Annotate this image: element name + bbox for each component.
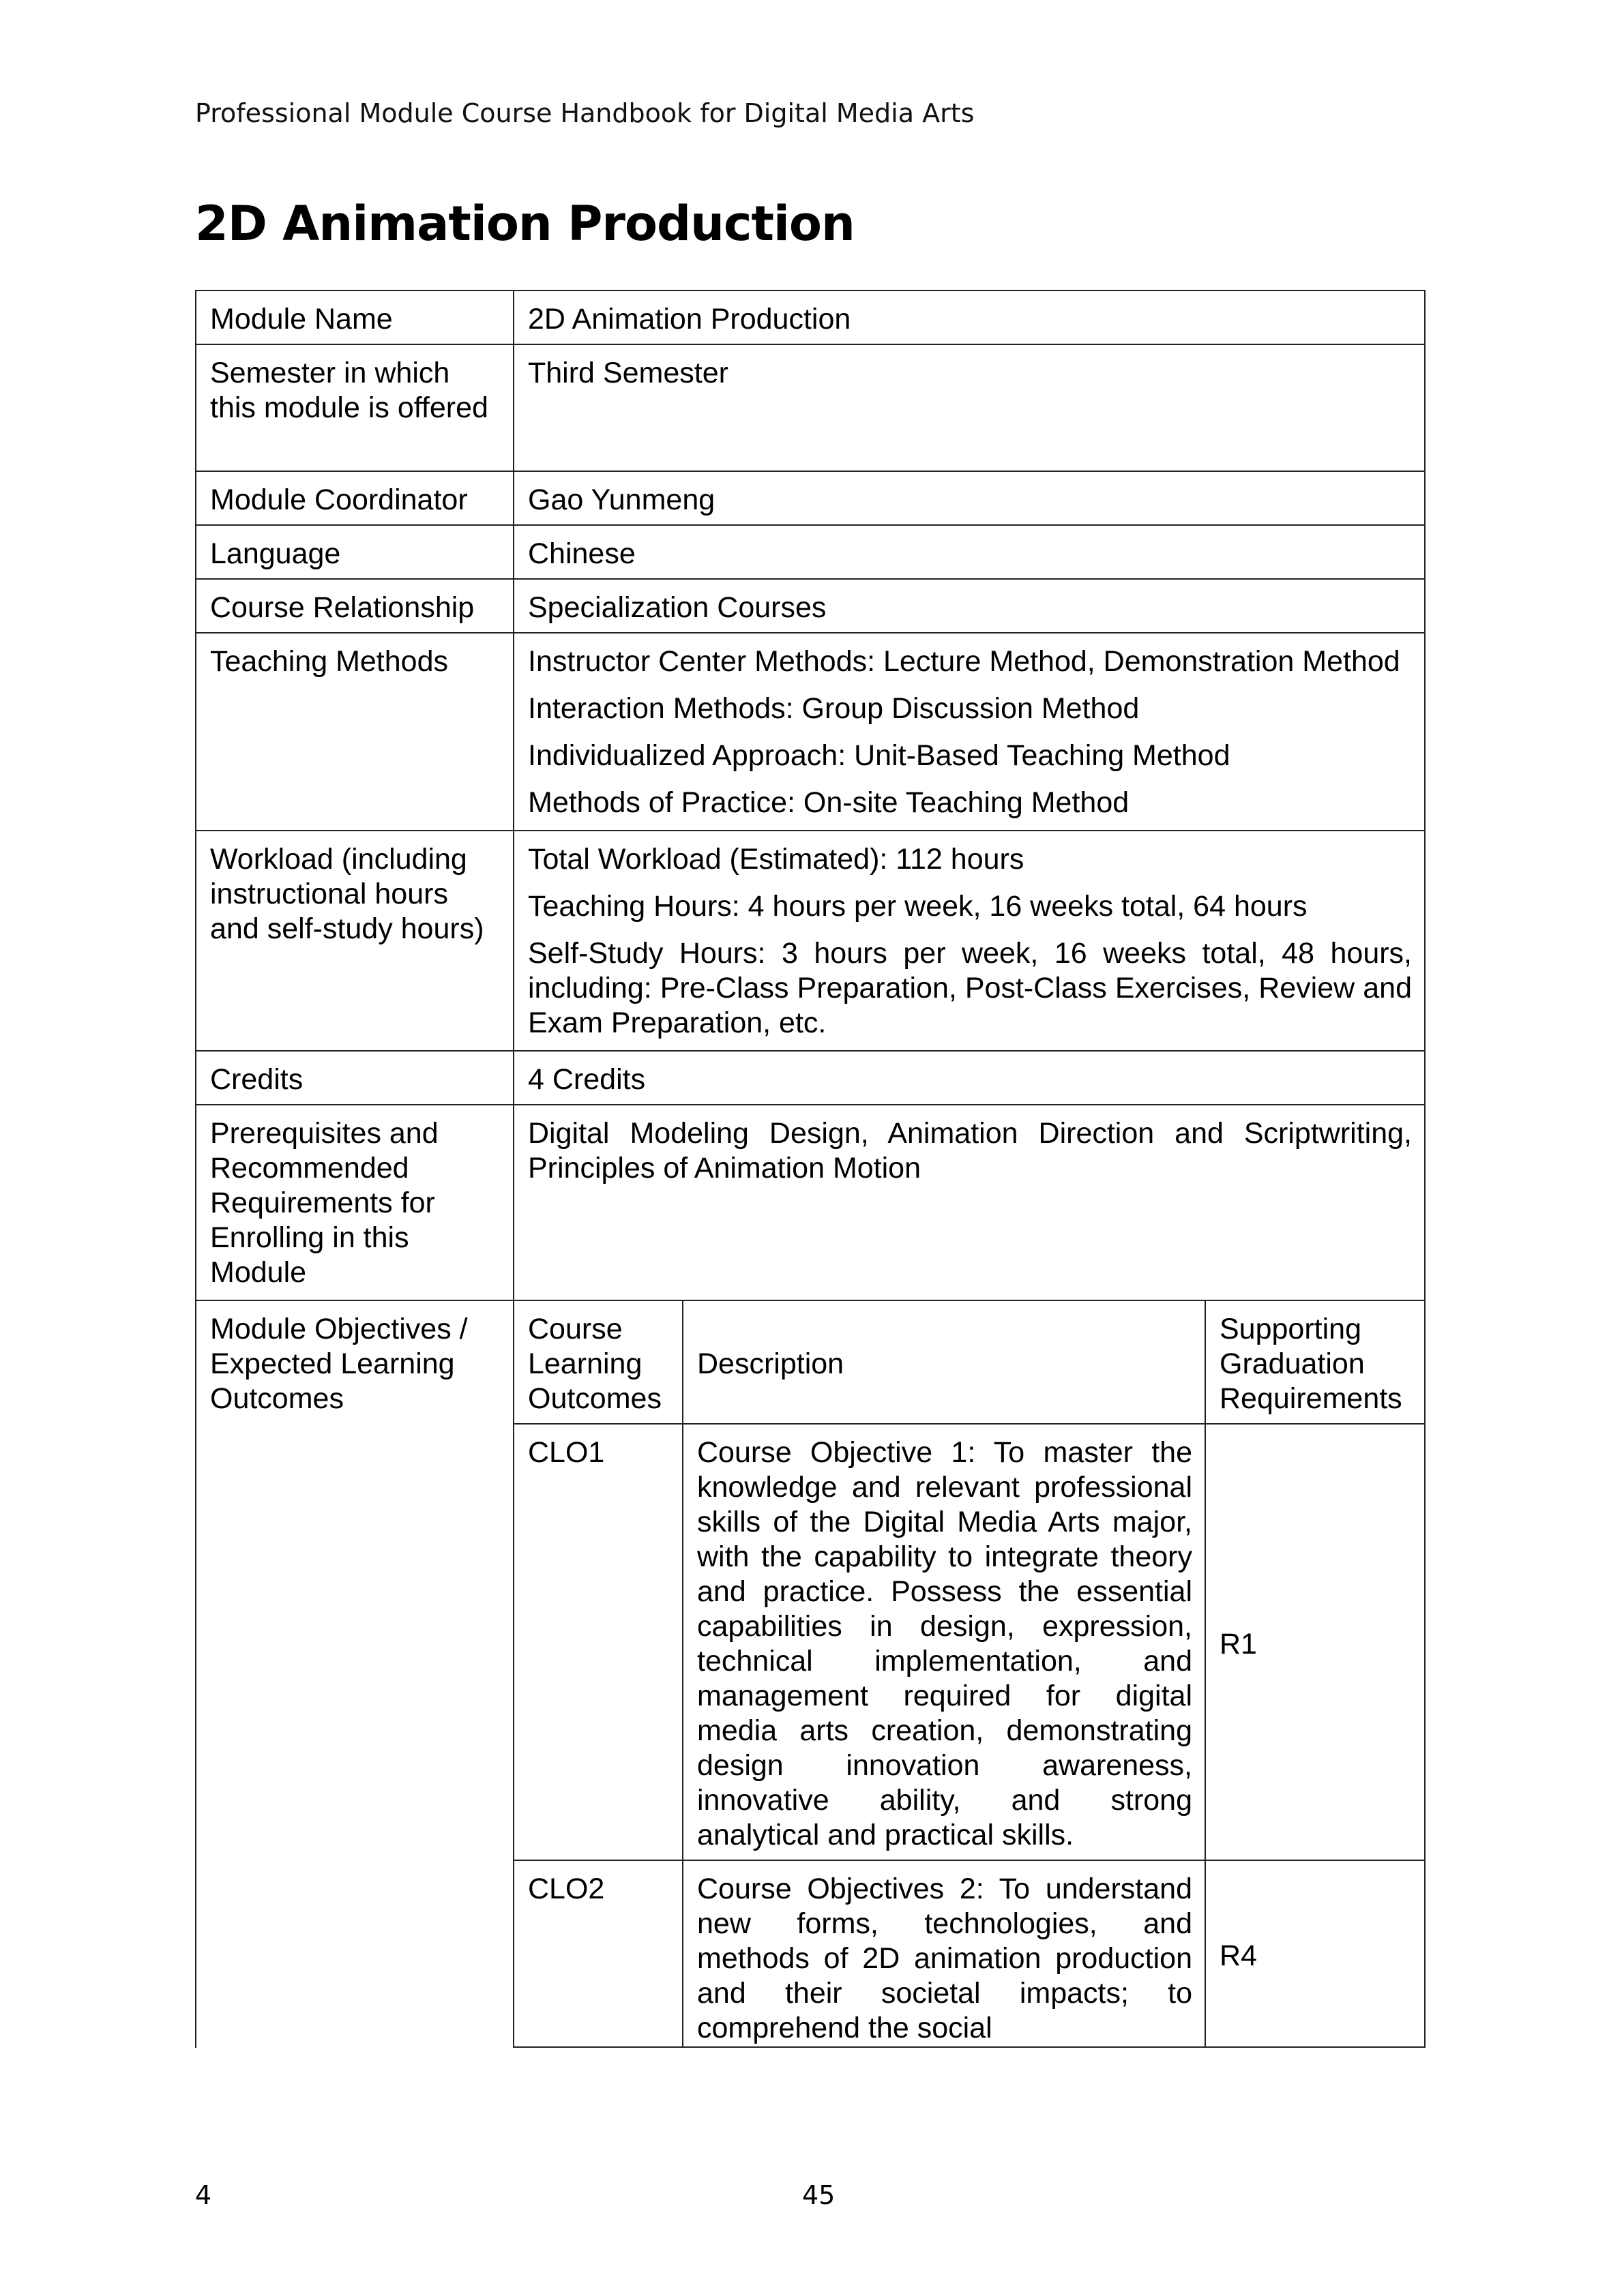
label-prerequisites: Prerequisites and Recommended Requirements for Enrolling in this Module <box>196 1105 514 1300</box>
label-workload: Workload (including instructional hours and self-study hours) <box>196 831 514 1051</box>
label-semester: Semester in which this module is offered <box>196 344 514 471</box>
value-objectives <box>514 1300 1425 2048</box>
outcomes-table <box>514 1301 1424 2048</box>
header-requirements: Supporting Graduation Requirements <box>1205 1301 1424 1424</box>
label-teaching-methods: Teaching Methods <box>196 633 514 831</box>
header-clo: Course Learning Outcomes <box>514 1301 683 1424</box>
row-semester <box>196 344 1425 471</box>
teaching-method-line: Interaction Methods: Group Discussion Method <box>528 692 1140 725</box>
row-teaching-methods <box>196 633 1425 831</box>
header-description: Description <box>683 1301 1205 1424</box>
row-objectives <box>196 1300 1425 2048</box>
row-module-name <box>196 290 1425 344</box>
outcome-row <box>514 1424 1424 1860</box>
value-teaching-methods <box>514 633 1425 831</box>
workload-line: Teaching Hours: 4 hours per week, 16 weeks total, 64 hours <box>528 890 1308 923</box>
outcomes-header-row <box>514 1301 1424 1424</box>
label-objectives: Module Objectives / Expected Learning Outcomes <box>196 1300 514 2048</box>
value-credits: 4 Credits <box>514 1051 1425 1105</box>
outcome-row <box>514 1860 1424 2047</box>
page-number: 45 <box>802 2180 836 2210</box>
teaching-method-line: Individualized Approach: Unit-Based Teaching Method <box>528 739 1230 772</box>
row-workload <box>196 831 1425 1051</box>
clo-requirement: R4 <box>1205 1860 1424 2047</box>
clo-requirement: R1 <box>1205 1424 1424 1860</box>
value-course-relationship: Specialization Courses <box>514 579 1425 633</box>
clo-id: CLO2 <box>514 1860 683 2047</box>
row-prerequisites <box>196 1105 1425 1300</box>
row-course-relationship <box>196 579 1425 633</box>
running-header: Professional Module Course Handbook for Digital Media Arts <box>195 98 975 128</box>
label-credits: Credits <box>196 1051 514 1105</box>
value-coordinator: Gao Yunmeng <box>514 471 1425 525</box>
clo-id: CLO1 <box>514 1424 683 1860</box>
label-course-relationship: Course Relationship <box>196 579 514 633</box>
row-credits <box>196 1051 1425 1105</box>
footer-left-number: 4 <box>195 2180 212 2210</box>
label-module-name: Module Name <box>196 290 514 344</box>
teaching-method-line: Methods of Practice: On-site Teaching Method <box>528 786 1130 819</box>
workload-line: Self-Study Hours: 3 hours per week, 16 weeks total, 48 hours, including: Pre-Class Preparation, Post-Class Exercises, Review and Exam Preparation, etc. <box>528 937 1412 1039</box>
row-language <box>196 525 1425 579</box>
value-module-name: 2D Animation Production <box>514 290 1425 344</box>
workload-line: Total Workload (Estimated): 112 hours <box>528 843 1024 876</box>
clo-description: Course Objective 1: To master the knowledge and relevant professional skills of the Digital Media Arts major, with the capability to integrate theory and practice. Possess the essential capabilities in design, expression, technical implementation, and management required for digital media arts creation, demonstrating design innovation awareness, innovative ability, and strong analytical and practical skills. <box>683 1424 1205 1860</box>
clo-description-cell <box>683 1860 1205 2047</box>
module-table <box>195 290 1426 2048</box>
label-coordinator: Module Coordinator <box>196 471 514 525</box>
value-prerequisites: Digital Modeling Design, Animation Direction and Scriptwriting, Principles of Animation Motion <box>514 1105 1425 1300</box>
value-workload <box>514 831 1425 1051</box>
value-language: Chinese <box>514 525 1425 579</box>
row-coordinator <box>196 471 1425 525</box>
clo-description: Course Objectives 2: To understand new forms, technologies, and methods of 2D animation production and their societal impacts; to comprehend the social <box>697 1873 1192 2044</box>
label-language: Language <box>196 525 514 579</box>
teaching-method-line: Instructor Center Methods: Lecture Method, Demonstration Method <box>528 645 1400 678</box>
page-title: 2D Animation Production <box>195 196 855 252</box>
value-semester: Third Semester <box>514 344 1425 471</box>
